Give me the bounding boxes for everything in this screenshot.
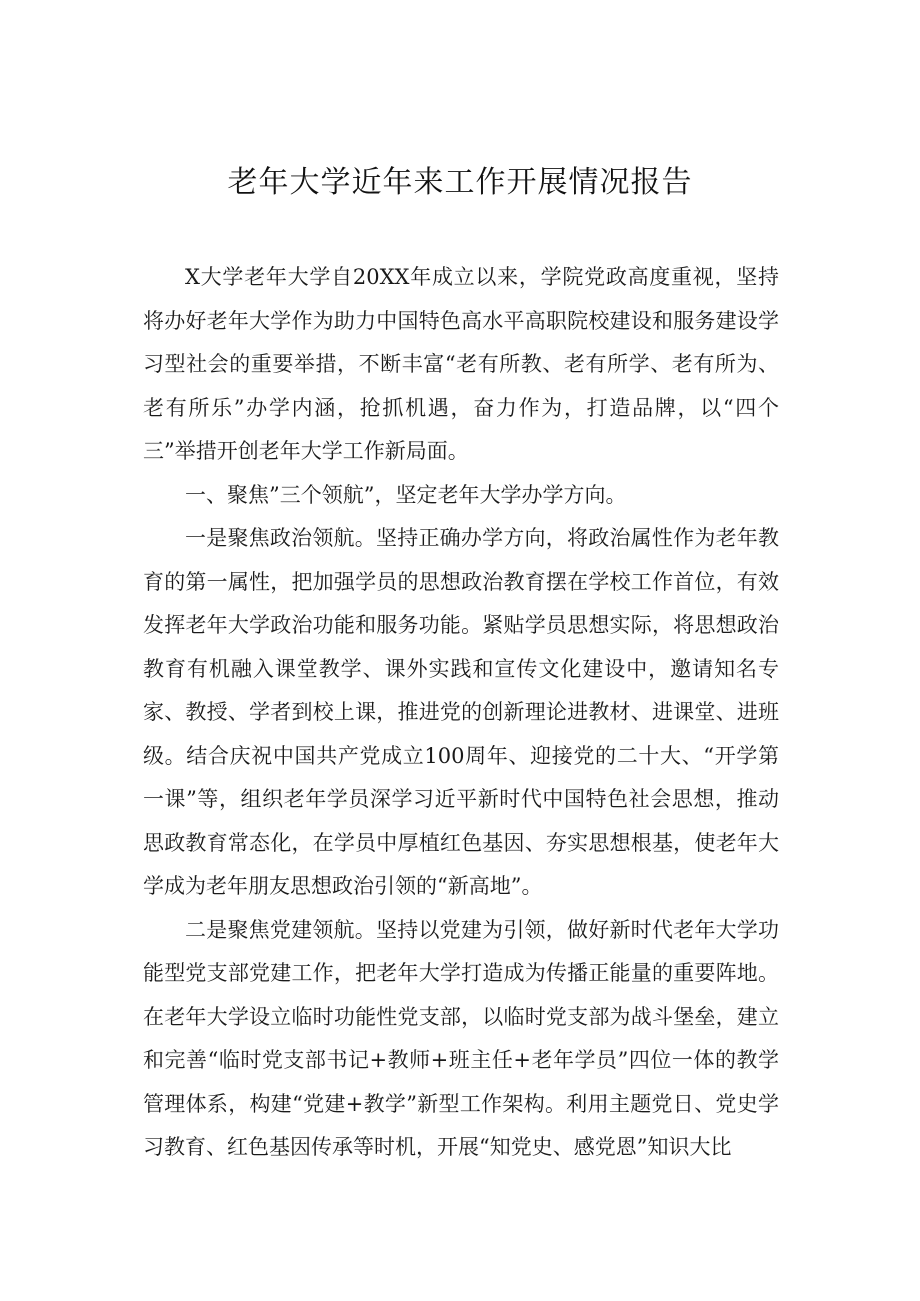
section-heading: 一、聚焦”三个领航”，坚定老年大学办学方向。 xyxy=(185,482,627,507)
paragraph-lead: 二是聚焦党建领航。 xyxy=(185,917,376,942)
document-title: 老年大学近年来工作开展情况报告 xyxy=(227,165,693,200)
intro-paragraph: X大学老年大学自20XX年成立以来，学院党政高度重视，坚持将办好老年大学作为助力中国特色高水平高职院校建设和服务建设学习型社会的重要举措，不断丰富“老有所教、老有所学、老有所为、老有所乐”办学内涵，抢抓机遇，奋力作为，打造品牌，以“四个三”举措开创老年大学工作新局面。 xyxy=(143,265,779,463)
document-body xyxy=(143,256,779,1170)
paragraph-political-leadership xyxy=(143,517,779,909)
paragraph-body: 坚持以党建为引领，做好新时代老年大学功能型党支部党建工作，把老年大学打造成为传播正能量的重要阵地。在老年大学设立临时功能性党支部，以临时党支部为战斗堡垒，建立和完善“临时党支部书记+教师+班主任+老年学员”四位一体的教学管理体系，构建“党建+教学”新型工作架构。利用主题党日、党史学习教育、红色基因传承等时机，开展“知党史、感党恩”知识大比 xyxy=(143,917,779,1159)
paragraph-body: 坚持正确办学方向，将政治属性作为老年教育的第一属性，把加强学员的思想政治教育摆在学校工作首位，有效发挥老年大学政治功能和服务功能。紧贴学员思想实际，将思想政治教育有机融入课堂教学、课外实践和宣传文化建设中，邀请知名专家、教授、学者到校上课，推进党的创新理论进教材、进课堂、进班级。结合庆祝中国共产党成立100周年、迎接党的二十大、“开学第一课”等，组织老年学员深学习近平新时代中国特色社会思想，推动思政教育常态化，在学员中厚植红色基因、夯实思想根基，使老年大学成为老年朋友思想政治引领的“新高地”。 xyxy=(143,526,779,898)
paragraph-lead: 一是聚焦政治领航。 xyxy=(185,526,376,550)
paragraph-party-building xyxy=(143,909,779,1170)
